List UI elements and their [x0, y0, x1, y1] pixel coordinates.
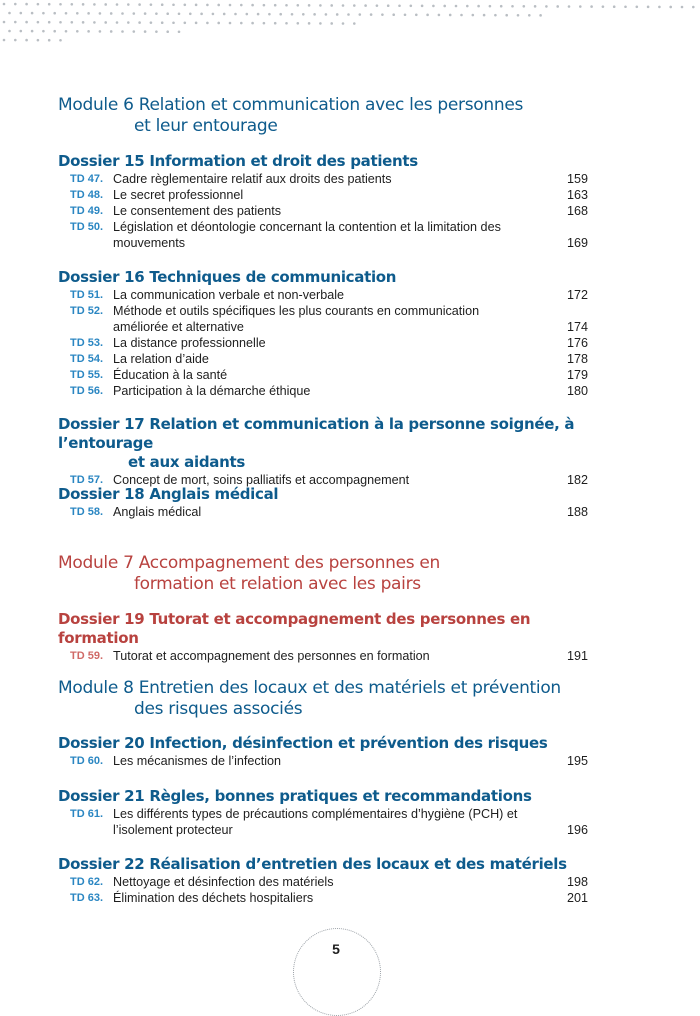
decorative-dot [624, 5, 627, 8]
decorative-dot [297, 22, 300, 25]
dossier-title-line2: et aux aidants [128, 453, 245, 471]
td-title: Élimination des déchets hospitaliers [113, 891, 314, 905]
td-page-number: 191 [566, 649, 588, 663]
dossier-22 [58, 855, 588, 906]
decorative-dot [166, 12, 169, 15]
td-number: TD 56. [70, 385, 104, 397]
decorative-dot [669, 6, 672, 9]
decorative-dot [172, 3, 175, 6]
decorative-dot [494, 14, 497, 17]
decorative-dot [144, 30, 147, 33]
decorative-dot [155, 30, 158, 33]
decorative-dot [138, 3, 141, 6]
td-title: Les différents types de précautions complémentaires d’hygiène (PCH) et l’isolement protecteur [113, 807, 518, 837]
decorative-dot [342, 4, 345, 7]
decorative-dot [251, 4, 254, 7]
decorative-dot [426, 14, 429, 17]
td-entry [58, 219, 588, 251]
decorative-dot [178, 30, 181, 33]
td-number: TD 59. [70, 650, 104, 662]
page-number: 5 [332, 941, 340, 957]
decorative-dot [342, 22, 345, 25]
decorative-dot [483, 14, 486, 17]
td-number: TD 54. [70, 353, 104, 365]
decorative-dot [229, 4, 232, 7]
td-number: TD 48. [70, 189, 104, 201]
td-number: TD 55. [70, 369, 104, 381]
decorative-dot [184, 22, 187, 25]
module-title-line2: formation et relation avec les pairs [134, 574, 421, 594]
dossier-title: Dossier 20 Infection, désinfection et prévention des risques [58, 734, 548, 752]
td-page-number: 176 [566, 336, 588, 350]
module-title-line1: Module 6 Relation et communication avec les personnes [58, 95, 524, 115]
decorative-dot [460, 14, 463, 17]
td-number: TD 50. [70, 221, 104, 233]
decorative-dot [319, 4, 322, 7]
decorative-dot [658, 6, 661, 9]
decorative-dot [200, 13, 203, 16]
td-page-number: 180 [566, 384, 588, 398]
decorative-dot [133, 30, 136, 33]
td-title: Cadre règlementaire relatif aux droits des patients [113, 172, 392, 186]
decorative-dot [415, 14, 418, 17]
decorative-dot [330, 22, 333, 25]
decorative-dot [263, 4, 266, 7]
td-number: TD 62. [70, 876, 104, 888]
td-title: Les mécanismes de l’infection [113, 754, 281, 768]
dossier-title: Dossier 15 Information et droit des patients [58, 152, 418, 170]
td-entry [58, 806, 588, 838]
td-entry [58, 890, 588, 906]
decorative-dot [3, 39, 6, 42]
td-entry [58, 335, 588, 351]
decorative-dot-pattern [0, 0, 700, 45]
decorative-dot [590, 5, 593, 8]
decorative-dot [274, 22, 277, 25]
module-title-line1: Module 7 Accompagnement des personnes en [58, 553, 441, 573]
decorative-dot [3, 3, 6, 6]
module-6 [58, 95, 578, 137]
decorative-dot [568, 5, 571, 8]
decorative-dot [246, 13, 249, 16]
dossier-title: Dossier 21 Règles, bonnes pratiques et recommandations [58, 787, 532, 805]
decorative-dot [647, 6, 650, 9]
dossier-18 [58, 485, 588, 520]
decorative-dot [3, 21, 6, 24]
decorative-dot [353, 4, 356, 7]
decorative-dot [347, 13, 350, 16]
decorative-dot [87, 12, 90, 15]
td-number: TD 58. [70, 506, 104, 518]
decorative-dot [449, 14, 452, 17]
td-title: La relation d’aide [113, 352, 209, 366]
td-number: TD 49. [70, 205, 104, 217]
decorative-dot [14, 21, 17, 24]
decorative-dot [42, 12, 45, 15]
decorative-dot [76, 30, 79, 33]
decorative-dot [370, 13, 373, 16]
td-page-number: 168 [566, 204, 588, 218]
decorative-dot [432, 5, 435, 8]
decorative-dot [65, 30, 68, 33]
td-number: TD 47. [70, 173, 104, 185]
decorative-dot [48, 21, 51, 24]
decorative-dot [523, 5, 526, 8]
decorative-dot [93, 21, 96, 24]
decorative-dot [138, 21, 141, 24]
decorative-dot [438, 14, 441, 17]
td-title: Le secret professionnel [113, 188, 244, 202]
td-number: TD 60. [70, 755, 104, 767]
dossier-20 [58, 734, 588, 769]
decorative-dot [161, 21, 164, 24]
decorative-dot [8, 12, 11, 15]
td-page-number: 201 [566, 891, 588, 905]
td-number: TD 53. [70, 337, 104, 349]
module-title [58, 95, 578, 137]
decorative-dot [539, 14, 542, 17]
decorative-dot [206, 22, 209, 25]
td-list [58, 753, 588, 769]
decorative-dot [48, 39, 51, 42]
decorative-dot [263, 22, 266, 25]
decorative-dot [31, 12, 34, 15]
decorative-dot [398, 4, 401, 7]
decorative-dot [223, 13, 226, 16]
decorative-dot [82, 3, 85, 6]
decorative-dot [528, 14, 531, 17]
td-number: TD 63. [70, 892, 104, 904]
decorative-dot [217, 4, 220, 7]
decorative-dot [195, 22, 198, 25]
decorative-dot [189, 13, 192, 16]
decorative-dot [59, 3, 62, 6]
decorative-dot [110, 12, 113, 15]
decorative-dot [308, 4, 311, 7]
decorative-dot [217, 22, 220, 25]
decorative-dot [477, 5, 480, 8]
decorative-dot [184, 4, 187, 7]
td-number: TD 52. [70, 305, 104, 317]
td-title: Éducation à la santé [113, 368, 228, 382]
decorative-dot [37, 39, 40, 42]
decorative-dot [37, 3, 40, 6]
decorative-dot [65, 12, 68, 15]
td-title: Participation à la démarche éthique [113, 384, 311, 398]
td-list [58, 874, 588, 906]
decorative-dot [443, 5, 446, 8]
decorative-dot [71, 21, 74, 24]
decorative-dot [48, 3, 51, 6]
decorative-dot [364, 4, 367, 7]
decorative-dot [466, 5, 469, 8]
td-title: Le consentement des patients [113, 204, 282, 218]
dossier-15 [58, 152, 588, 251]
decorative-dot [313, 13, 316, 16]
td-entry [58, 367, 588, 383]
decorative-dot [251, 22, 254, 25]
decorative-dot [325, 13, 328, 16]
decorative-dot [87, 30, 90, 33]
decorative-dot [381, 13, 384, 16]
dossier-title-line1: Dossier 17 Relation et communication à la personne soignée, à l’entourage [58, 415, 575, 452]
decorative-dot [421, 5, 424, 8]
decorative-dot [404, 13, 407, 16]
decorative-dot [161, 3, 164, 6]
td-title: La communication verbale et non-verbale [113, 288, 345, 302]
decorative-dot [613, 5, 616, 8]
decorative-dot [376, 4, 379, 7]
decorative-dot [25, 3, 28, 6]
decorative-dot [500, 5, 503, 8]
decorative-dot [76, 12, 79, 15]
decorative-dot [104, 3, 107, 6]
decorative-dot [206, 4, 209, 7]
decorative-dot [308, 22, 311, 25]
decorative-dot [127, 21, 130, 24]
decorative-dot [472, 14, 475, 17]
td-list [58, 806, 588, 838]
td-list [58, 648, 588, 664]
decorative-dot [59, 21, 62, 24]
td-page-number: 195 [566, 754, 588, 768]
td-list [58, 504, 588, 520]
module-title-line2: et leur entourage [134, 116, 278, 136]
dossier-17 [58, 415, 588, 488]
decorative-dot [110, 30, 113, 33]
decorative-dot [392, 13, 395, 16]
decorative-dot [545, 5, 548, 8]
decorative-dot [517, 14, 520, 17]
decorative-dot [602, 5, 605, 8]
decorative-dot [234, 13, 237, 16]
td-entry [58, 171, 588, 187]
td-page-number: 169 [566, 236, 588, 250]
decorative-dot [455, 5, 458, 8]
decorative-dot [116, 3, 119, 6]
td-page-number: 163 [566, 188, 588, 202]
td-number: TD 61. [70, 808, 104, 820]
decorative-dot [681, 6, 684, 9]
decorative-dot [330, 4, 333, 7]
td-entry [58, 504, 588, 520]
td-entry [58, 753, 588, 769]
module-title [58, 678, 578, 720]
decorative-dot [285, 4, 288, 7]
decorative-dot [172, 21, 175, 24]
decorative-dot [291, 13, 294, 16]
td-page-number: 178 [566, 352, 588, 366]
dossier-19 [58, 610, 588, 664]
decorative-dot [556, 5, 559, 8]
td-entry [58, 351, 588, 367]
decorative-dot [511, 5, 514, 8]
td-title: Anglais médical [113, 505, 202, 519]
decorative-dot [534, 5, 537, 8]
td-entry [58, 187, 588, 203]
td-entry [58, 303, 588, 335]
decorative-dot [285, 22, 288, 25]
decorative-dot [166, 30, 169, 33]
decorative-dot [71, 3, 74, 6]
td-list [58, 171, 588, 251]
decorative-dot [150, 3, 153, 6]
decorative-dot [636, 6, 639, 9]
decorative-dot [53, 12, 56, 15]
decorative-dot [121, 12, 124, 15]
decorative-dot [31, 30, 34, 33]
td-entry [58, 203, 588, 219]
decorative-dot [195, 4, 198, 7]
dossier-title: Dossier 19 Tutorat et accompagnement des personnes en formation [58, 610, 531, 647]
td-entry [58, 648, 588, 664]
decorative-dot [93, 3, 96, 6]
td-entry [58, 287, 588, 303]
decorative-dot [410, 5, 413, 8]
decorative-dot [20, 12, 23, 15]
decorative-dot [178, 12, 181, 15]
decorative-dot [279, 13, 282, 16]
decorative-dot [20, 30, 23, 33]
dossier-21 [58, 787, 588, 838]
td-number: TD 57. [70, 474, 104, 486]
decorative-dot [268, 13, 271, 16]
decorative-dot [319, 22, 322, 25]
decorative-dot [240, 22, 243, 25]
decorative-dot [14, 3, 17, 6]
td-title: Méthode et outils spécifiques les plus courants en communication améliorée et alternative [113, 304, 480, 334]
module-title-line2: des risques associés [134, 699, 303, 719]
td-page-number: 188 [566, 505, 588, 519]
td-page-number: 196 [566, 823, 588, 837]
decorative-dot [579, 5, 582, 8]
decorative-dot [302, 13, 305, 16]
dossier-title: Dossier 22 Réalisation d’entretien des locaux et des matériels [58, 855, 567, 873]
decorative-dot [14, 39, 17, 42]
decorative-dot [8, 30, 11, 33]
dossier-title: Dossier 18 Anglais médical [58, 485, 279, 503]
decorative-dot [505, 14, 508, 17]
td-page-number: 198 [566, 875, 588, 889]
decorative-dot [150, 21, 153, 24]
decorative-dot [99, 12, 102, 15]
decorative-dot [25, 21, 28, 24]
decorative-dot [42, 30, 45, 33]
td-entry [58, 383, 588, 399]
td-page-number: 159 [566, 172, 588, 186]
decorative-dot [274, 4, 277, 7]
decorative-dot [82, 21, 85, 24]
module-title [58, 553, 578, 595]
decorative-dot [489, 5, 492, 8]
decorative-dot [336, 13, 339, 16]
decorative-dot [133, 12, 136, 15]
td-title: Nettoyage et désinfection des matériels [113, 875, 334, 889]
decorative-dot [127, 3, 130, 6]
td-title: Législation et déontologie concernant la contention et la limitation des mouvements [113, 220, 501, 250]
module-title-line1: Module 8 Entretien des locaux et des matériels et prévention [58, 678, 561, 698]
td-title: Concept de mort, soins palliatifs et accompagnement [113, 473, 410, 487]
decorative-dot [240, 4, 243, 7]
decorative-dot [692, 6, 695, 9]
decorative-dot [121, 30, 124, 33]
decorative-dot [229, 22, 232, 25]
decorative-dot [37, 21, 40, 24]
module-8 [58, 678, 578, 720]
td-page-number: 179 [566, 368, 588, 382]
decorative-dot [359, 13, 362, 16]
decorative-dot [353, 22, 356, 25]
td-title: Tutorat et accompagnement des personnes en formation [113, 649, 430, 663]
decorative-dot [59, 39, 62, 42]
decorative-dot [104, 21, 107, 24]
decorative-dot [212, 13, 215, 16]
td-number: TD 51. [70, 289, 104, 301]
td-page-number: 174 [566, 320, 588, 334]
decorative-dot [53, 30, 56, 33]
dossier-title [58, 415, 578, 472]
td-entry [58, 874, 588, 890]
decorative-dot [116, 21, 119, 24]
td-title: La distance professionnelle [113, 336, 266, 350]
decorative-dot [99, 30, 102, 33]
decorative-dot [25, 39, 28, 42]
td-page-number: 182 [566, 473, 588, 487]
dossier-16 [58, 268, 588, 399]
decorative-dot [297, 4, 300, 7]
decorative-dot [155, 12, 158, 15]
module-7 [58, 553, 578, 595]
decorative-dot [257, 13, 260, 16]
decorative-dot [387, 4, 390, 7]
decorative-dot [144, 12, 147, 15]
td-list [58, 287, 588, 399]
dossier-title: Dossier 16 Techniques de communication [58, 268, 397, 286]
td-page-number: 172 [566, 288, 588, 302]
